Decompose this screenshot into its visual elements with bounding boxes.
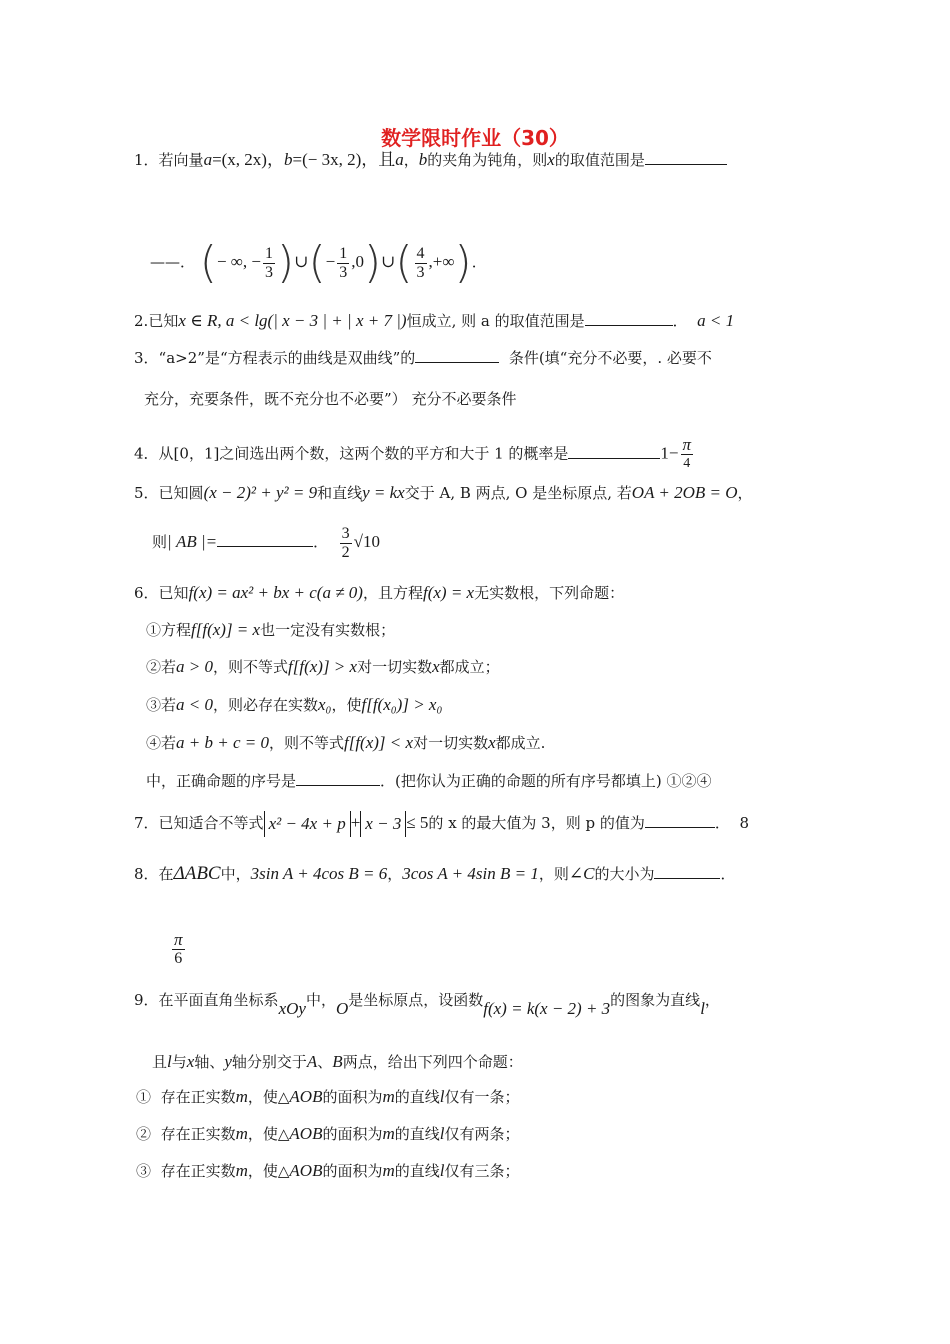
q9-line: l xyxy=(700,999,705,1018)
q7-answer: 8 xyxy=(739,814,749,832)
q2-math: x ∈ R, a < lg(| x − 3 | + | x + 7 |) xyxy=(178,311,407,330)
q9-text-c: 是坐标原点，设函数 xyxy=(348,991,484,1009)
q3-line1b: 条件(填“充分不必要，. 必要不 xyxy=(508,349,712,367)
q6-statement-2: ②若a > 0，则不等式f[f(x)] > x对一切实数x都成立； xyxy=(146,657,500,676)
q9-item-2: ② 存在正实数m，使△AOB的面积为m的直线l仅有两条； xyxy=(136,1124,520,1143)
q6-conclusion: 中，正确命题的序号是 ．(把你认为正确的命题的所有序号都填上) ①②④ xyxy=(146,772,712,790)
q1-vector-b: b xyxy=(283,150,293,169)
q5-answer-root: √10 xyxy=(353,532,381,551)
q1-ans-part2b: ,0 xyxy=(351,252,364,271)
q3-answer-blank xyxy=(415,348,499,363)
q9-origin: O xyxy=(335,999,349,1018)
q9-function: f(x) = k(x − 2) + 3 xyxy=(483,999,611,1018)
q6-function: f(x) = ax² + bx + c(a ≠ 0) xyxy=(188,583,363,602)
q1-vec-b-ref: b xyxy=(418,150,428,169)
q6-equation: f(x) = x xyxy=(422,583,475,602)
q9-item-3: ③ 存在正实数m，使△AOB的面积为m的直线l仅有三条； xyxy=(136,1161,520,1180)
q8-text-b: 中， xyxy=(220,865,251,883)
paren-close: ) xyxy=(277,237,295,288)
q8-answer-fraction: $\frac{\pi}{6}$ xyxy=(174,929,183,967)
q5-line-eq: y = kx xyxy=(362,483,405,502)
q9-text-a: 在平面直角坐标系 xyxy=(158,991,279,1009)
paren-close: ) xyxy=(363,237,382,288)
q1-vec-a-ref: a xyxy=(395,150,404,169)
question-4 xyxy=(134,436,695,473)
q1-value-b: =(− 3x, 2)，且 xyxy=(292,150,396,169)
paren-open: ( xyxy=(308,237,326,288)
q9-line-2: 且l与x轴、y轴分别交于A、B两点，给出下列四个命题： xyxy=(152,1052,523,1071)
q2-answer-blank xyxy=(585,311,673,326)
q5-text-d: ， xyxy=(737,484,753,502)
q9-system: xOy xyxy=(278,999,306,1018)
q5-line2-a: 则 xyxy=(152,533,168,551)
q7-abs-2: x − 3 xyxy=(360,811,406,837)
question-1: 1．若向量a=(x, 2x)，b=(− 3x, 2)，且a，b的夹角为钝角，则x的取值范围是 xyxy=(134,150,727,170)
q7-period: ． xyxy=(714,814,730,832)
q1-ans-part1: − ∞, − xyxy=(216,252,262,271)
q5-answer-blank xyxy=(217,532,313,547)
q1-fraction-1: $\frac{1}{3}$ xyxy=(265,244,274,281)
q1-number: 1． xyxy=(134,151,159,169)
q5-ab: | AB |= xyxy=(167,532,218,551)
q7-text-a: 已知适合不等式 xyxy=(158,814,264,832)
q6-text-a: 已知 xyxy=(158,584,189,602)
q7-number: 7． xyxy=(134,814,159,832)
q5-text-b: 和直线 xyxy=(317,484,363,502)
q7-answer-blank xyxy=(645,813,715,828)
q1-answer-dash: ——． xyxy=(150,253,196,271)
paren-open: ( xyxy=(199,237,217,288)
q4-number: 4． xyxy=(134,444,159,463)
q6-text-c: 无实数根，下列命题： xyxy=(474,584,625,602)
q8-answer-blank xyxy=(654,864,720,879)
q8-triangle: ΔABC xyxy=(173,863,221,884)
q8-period: ． xyxy=(720,865,736,883)
q9-item-1: ① 存在正实数m，使△AOB的面积为m的直线l仅有一条； xyxy=(136,1087,520,1106)
q1-answer-blank xyxy=(645,150,727,165)
q4-answer-a: 1− xyxy=(660,443,679,463)
question-5 xyxy=(134,483,753,503)
q6-statement-3: ③若a < 0，则必存在实数x₀，使f[f(x₀)] > x₀ xyxy=(146,695,443,714)
q9-number: 9． xyxy=(134,991,159,1009)
question-7 xyxy=(134,808,749,838)
page-title: 数学限时作业（30） xyxy=(381,126,569,150)
question-6 xyxy=(134,583,624,603)
q1-value-a: =(x, 2x)， xyxy=(212,150,284,169)
q5-circle-eq: (x − 2)² + y² = 9 xyxy=(203,483,318,502)
q5-line-2 xyxy=(152,522,380,566)
q1-variable: x xyxy=(547,150,555,169)
q3-line2: 充分，充要条件，既不充分也不必要”） 充分不必要条件 xyxy=(144,390,517,408)
q3-number: 3． xyxy=(134,349,159,367)
q5-text-a: 已知圆 xyxy=(158,484,204,502)
q1-text-a: 若向量 xyxy=(158,151,204,169)
q2-answer: a < 1 xyxy=(697,311,735,330)
q4-text: 从[0，1]之间选出两个数，这两个数的平方和大于 1 的概率是 xyxy=(158,444,569,463)
q1-answer xyxy=(150,237,487,288)
paren-close: ) xyxy=(454,237,472,288)
q3-line-2 xyxy=(144,389,516,409)
q9-text-d: 的图象为直线 xyxy=(610,991,701,1009)
q8-answer xyxy=(170,928,187,972)
q9-text-b: 中， xyxy=(305,991,336,1009)
q9-text-e: ， xyxy=(704,991,720,1009)
question-8: 8．在ΔABC中，3sin A + 4cos B = 6，3cos A + 4sin B = 1，则∠C的大小为 ． xyxy=(134,863,736,884)
q6-answer-blank xyxy=(296,771,380,786)
q8-text-d: 的大小为 xyxy=(594,865,655,883)
q5-answer-fraction: $\frac{3}{2}$ xyxy=(341,524,350,561)
q7-text-b: 的 x 的最大值为 3，则 p 的值为 xyxy=(428,814,645,832)
q5-number: 5． xyxy=(134,484,159,502)
q1-text-c: 的取值范围是 xyxy=(554,151,645,169)
q7-le: ≤ 5 xyxy=(406,813,429,832)
q8-angle: ∠C xyxy=(568,864,595,883)
q8-text-c: ，则 xyxy=(538,865,569,883)
q6-text-b: ，且方程 xyxy=(362,584,423,602)
q8-number: 8． xyxy=(134,865,159,883)
q6-statement-4: ④若a + b + c = 0，则不等式f[f(x)] < x对一切实数x都成立. xyxy=(146,733,546,752)
q1-ans-end: ． xyxy=(471,253,487,271)
q1-fraction-2: $\frac{1}{3}$ xyxy=(339,244,348,281)
union-symbol: ∪ xyxy=(294,252,309,271)
q2-text-b: 恒成立, 则 a 的取值范围是 xyxy=(406,312,585,330)
q8-text-a: 在 xyxy=(158,865,174,883)
q4-answer-blank xyxy=(568,444,660,459)
q5-vector-eq: OA + 2OB = O xyxy=(631,483,738,502)
q5-period: ． xyxy=(313,533,329,551)
paren-open: ( xyxy=(395,237,413,288)
q2-text-a: 已知 xyxy=(148,312,179,330)
question-9 xyxy=(134,990,720,1018)
q8-equation-2: 3cos A + 4sin B = 1 xyxy=(402,864,539,883)
q6-statement-1: ①方程f[f(x)] = x也一定没有实数根； xyxy=(146,620,396,639)
union-symbol: ∪ xyxy=(381,252,396,271)
q1-vector-a: a xyxy=(203,150,213,169)
q1-fraction-3: $\frac{4}{3}$ xyxy=(416,244,425,281)
q7-abs-1: x² − 4x + p xyxy=(264,811,351,837)
q4-answer-fraction: $\frac{\pi}{4}$ xyxy=(682,435,692,471)
question-3 xyxy=(134,348,712,368)
q7-plus: + xyxy=(350,813,361,832)
q1-ans-part2a: − xyxy=(325,252,336,271)
q1-text-b: 的夹角为钝角，则 xyxy=(427,151,548,169)
q1-ans-part3b: ,+∞ xyxy=(428,252,455,271)
q8-equation-1: 3sin A + 4cos B = 6 xyxy=(250,864,388,883)
q3-line1: “a>2”是“方程表示的曲线是双曲线”的 xyxy=(158,349,416,367)
q6-number: 6． xyxy=(134,584,159,602)
q2-number: 2. xyxy=(134,312,149,330)
q5-text-c: 交于 A, B 两点, O 是坐标原点, 若 xyxy=(404,484,632,502)
question-2 xyxy=(134,311,734,331)
q2-period: ． xyxy=(672,312,688,330)
